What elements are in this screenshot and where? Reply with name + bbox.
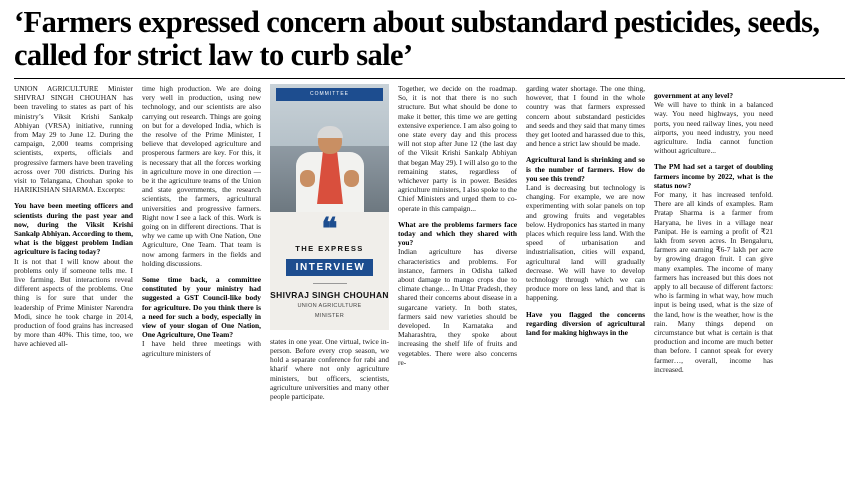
question-5-continued: government at any level? <box>654 91 734 100</box>
column-2 <box>142 84 261 478</box>
newspaper-page <box>0 6 859 486</box>
answer-3-continued: garding water shortage. The one thing, however, that I found in the whole country was that farmers expressed concern about substandard pesticides and seeds and they said that many times they get looted and harassed due to this, and hence a strict law should be made. <box>526 84 645 149</box>
answer-2-continued: states in one year. One virtual, twice in-person. Before every crop season, we hold a separate conference for rabi and kharif where not only agriculture ministers, but officers, scientists, agriculture universities and many other people participate. <box>270 336 389 402</box>
answer-1: It is not that I will know about the problems only if someone tells me. I live farming. But interactions reveal different aspects of the problems. One thing is for sure that under the leadership of Prime Minister Narendra Modi, since he took charge in 2014, production of food grains has increased by more than 40%. This time, too, we have achieved all- <box>14 256 133 349</box>
answer-4: Land is decreasing but technology is changing. For example, we are now experimenting with solar panels on top and growing fruits and vegetables below. Hydroponics has started in many places which require less land. With the speed of urbanisation and industrialisation, cities will expand, agricultural land will gradually decrease. We will have to develop technology through which we can produce more on less land, and that is happening. <box>526 183 645 303</box>
person-hand-right <box>344 170 359 187</box>
answer-2-continued-2: Together, we decide on the roadmap. So, it is not that there is no such structure. But what should be done to make it better, this time we are getting extensive experience. I am also going to one state every day and this process will not stop after June 12 (the last day of the Viksit Krishi Sankalp Abhiyan that began May 29). I will also go to the remaining states, regardless of whichever party is in power. Besides agriculture ministers, I also spoke to the Chief Ministers and urged them to co-operate in this campaign... <box>398 84 517 213</box>
interview-tag: INTERVIEW <box>286 259 374 276</box>
person-hand-left <box>300 170 315 187</box>
question-5: Have you flagged the concerns regarding diversion of agricultural land for making highways in the <box>526 309 645 338</box>
brand-label: THE EXPRESS <box>295 244 364 253</box>
interviewee-designation-line2: MINISTER <box>314 313 345 320</box>
column-5 <box>526 84 645 478</box>
column-1 <box>14 84 133 478</box>
column-4 <box>398 84 517 478</box>
article-columns <box>14 84 845 478</box>
interviewee-designation-line1: UNION AGRICULTURE <box>297 303 362 309</box>
question-1: You have been meeting officers and scientists during the past year and now, during the Viksit Krishi Sankalp Abhiyan. According to them, what is the biggest problem Indian agriculture is facing today? <box>14 201 133 257</box>
answer-3: Indian agriculture has diverse characteristics and problems. For instance, farmers in Odisha talked about damage to mango crops due to climate change… In Uttar Pradesh, they shared their concerns about disease in a sugarcane variety. In both states, farmers said new varieties should be developed. In Karnataka and Maharashtra, they spoke about increasing the shelf life of fruits and vegetables. There were also concerns re- <box>398 247 517 367</box>
badge-divider <box>313 283 347 284</box>
headline-divider <box>14 78 845 79</box>
quote-icon: ❝ <box>321 213 338 246</box>
question-4: Agricultural land is shrinking and so is the number of farmers. How do you see this trend? <box>526 155 645 183</box>
column-6 <box>654 84 773 478</box>
answer-1-continued: time high production. We are doing very well in production, using new technology, and our scientists are also carrying out research. Things are going on but for a developed India, which is the resolve of the Prime Minister, I believe that developed agriculture and prosperous farmers are key. For this, it is necessary that all the forces working in agriculture move in one direction — be it the agriculture teams of the Union and state governments, the research scientists, the farmers, agricultural universities and progressive farmers. Right now I see a lack of this. Work is going on in different directions. That is why we came up with One Nation, One Agriculture, One Team. That team is now among farmers in the fields and holding discussions. <box>142 84 261 268</box>
minister-photo <box>270 84 389 212</box>
interview-badge <box>270 212 389 330</box>
answer-2: I have held three meetings with agriculture ministers of <box>142 339 261 358</box>
page-title: ‘Farmers expressed concern about substandard pesticides, seeds, called for strict law to curb sale’ <box>14 5 820 72</box>
answer-6: For many, it has increased tenfold. There are all kinds of examples. Ram Pratap Sharma is a farmer from Haryana, he lives in a village near Panipat. He is earning a profit of ₹21 lakh from seven acres. In Bengaluru, farmers are earning ₹6-7 lakh per acre by growing dragon fruit. I can give many examples. The income of many farmers has increased but this does not apply to all because of different factors: who is farming in what way, how much input is being used, what is the size of the land, how is the weather, how is the rain. Many things depend on circumstance but what is certain is that production and income are much better than before. I cannot speak for every farmer…, overall, income has increased. <box>654 190 773 374</box>
intro-paragraph: UNION AGRICULTURE Minister SHIVRAJ SINGH CHOUHAN has been traveling to states as part of his ministry’s Viksit Krishi Sankalp Abhiyan (VRSA) initiative, running from May 29 to June 12. During the campaign, 2,000 teams comprising scientists, experts, officials and progressive farmers have been traveling across over 700 districts. During his visit to Telangana, Chouhan spoke to HARIKISHAN SHARMA. Excerpts: <box>14 84 133 195</box>
question-3: What are the problems farmers face today and which they shared with you? <box>398 219 517 248</box>
interviewee-name: SHIVRAJ SINGH CHOUHAN <box>270 290 389 300</box>
answer-5: We will have to think in a balanced way. You need highways, you need ports, you need railway lines, you need airports, you need industry, you need agriculture. India cannot function without agriculture... <box>654 100 773 156</box>
question-2: Some time back, a committee constituted by your ministry had suggested a GST Council-like body for agriculture. Do you think there is a need for such a body, especially in view of your slogan of One Nation, One Agriculture, One Team? <box>142 275 261 340</box>
photo-banner-text: COMMITTEE <box>276 88 383 101</box>
column-3-photo <box>270 84 389 478</box>
question-6: The PM had set a target of doubling farmers income by 2022, what is the status now? <box>654 162 773 190</box>
